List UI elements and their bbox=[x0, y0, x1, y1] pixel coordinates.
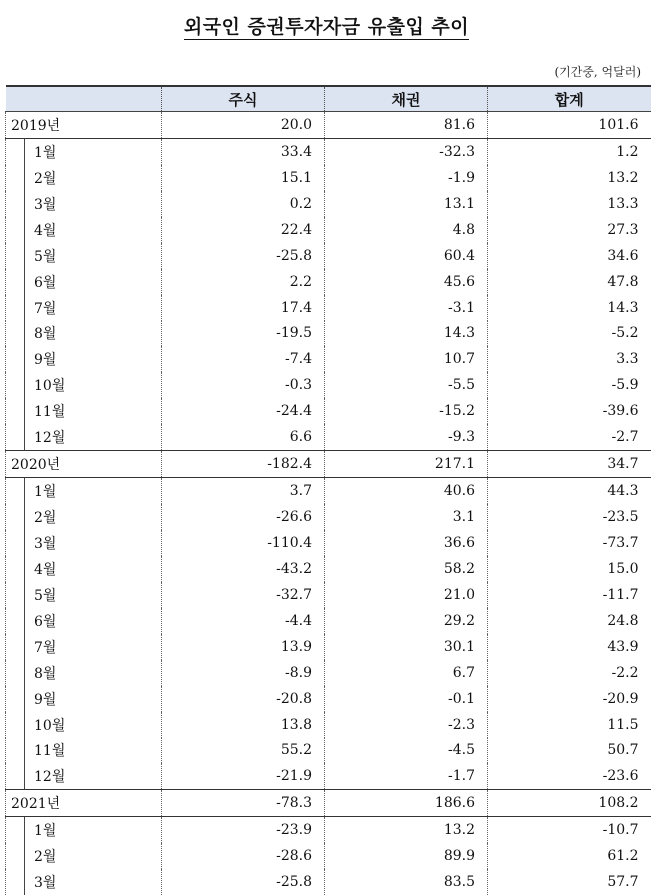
total-cell: -2.2 bbox=[488, 660, 651, 686]
month-row bbox=[6, 556, 651, 582]
stock-cell: -43.2 bbox=[162, 556, 325, 582]
header-bond: 채권 bbox=[325, 86, 488, 112]
row-label: 4월 bbox=[6, 556, 162, 582]
bond-cell: -3.1 bbox=[325, 295, 488, 321]
bond-cell: 29.2 bbox=[325, 608, 488, 634]
month-row bbox=[6, 346, 651, 372]
row-label: 10월 bbox=[6, 372, 162, 398]
month-row bbox=[6, 269, 651, 295]
row-label: 1월 bbox=[6, 817, 162, 843]
stock-cell: 20.0 bbox=[162, 112, 325, 139]
month-row bbox=[6, 660, 651, 686]
bond-cell: 13.1 bbox=[325, 191, 488, 217]
row-label: 3월 bbox=[6, 530, 162, 556]
month-row bbox=[6, 634, 651, 660]
stock-cell: -19.5 bbox=[162, 321, 325, 347]
row-label: 8월 bbox=[6, 660, 162, 686]
month-row bbox=[6, 686, 651, 712]
stock-cell: -23.9 bbox=[162, 817, 325, 843]
row-label: 2021년 bbox=[6, 790, 162, 817]
row-label: 2월 bbox=[6, 165, 162, 191]
total-cell: 47.8 bbox=[488, 269, 651, 295]
header-row bbox=[6, 86, 651, 112]
stock-cell: -21.9 bbox=[162, 763, 325, 789]
stock-cell: 13.8 bbox=[162, 712, 325, 738]
row-label: 1월 bbox=[6, 478, 162, 504]
bond-cell: 21.0 bbox=[325, 582, 488, 608]
month-row bbox=[6, 530, 651, 556]
stock-cell: -182.4 bbox=[162, 451, 325, 478]
row-label: 11월 bbox=[6, 398, 162, 424]
total-cell: -23.5 bbox=[488, 504, 651, 530]
stock-cell: 33.4 bbox=[162, 138, 325, 164]
month-row bbox=[6, 817, 651, 843]
bond-cell: 81.6 bbox=[325, 112, 488, 139]
month-row bbox=[6, 372, 651, 398]
bond-cell: -0.1 bbox=[325, 686, 488, 712]
row-label: 7월 bbox=[6, 634, 162, 660]
bond-cell: 10.7 bbox=[325, 346, 488, 372]
total-cell: 50.7 bbox=[488, 738, 651, 764]
bond-cell: -9.3 bbox=[325, 424, 488, 450]
stock-cell: -25.8 bbox=[162, 869, 325, 895]
total-cell: 1.2 bbox=[488, 138, 651, 164]
month-row bbox=[6, 478, 651, 504]
row-label: 6월 bbox=[6, 269, 162, 295]
month-row bbox=[6, 504, 651, 530]
total-cell: 13.2 bbox=[488, 165, 651, 191]
month-row bbox=[6, 138, 651, 164]
stock-cell: -26.6 bbox=[162, 504, 325, 530]
stock-cell: 3.7 bbox=[162, 478, 325, 504]
bond-cell: 4.8 bbox=[325, 217, 488, 243]
row-label: 5월 bbox=[6, 582, 162, 608]
total-cell: 57.7 bbox=[488, 869, 651, 895]
total-cell: 101.6 bbox=[488, 112, 651, 139]
stock-cell: -7.4 bbox=[162, 346, 325, 372]
header-stock: 주식 bbox=[162, 86, 325, 112]
year-row bbox=[6, 451, 651, 478]
bond-cell: 3.1 bbox=[325, 504, 488, 530]
bond-cell: 217.1 bbox=[325, 451, 488, 478]
month-row bbox=[6, 763, 651, 789]
bond-cell: 14.3 bbox=[325, 321, 488, 347]
bond-cell: 83.5 bbox=[325, 869, 488, 895]
row-label: 12월 bbox=[6, 424, 162, 450]
page-title bbox=[0, 12, 653, 39]
stock-cell: -110.4 bbox=[162, 530, 325, 556]
bond-cell: -32.3 bbox=[325, 138, 488, 164]
row-label: 2월 bbox=[6, 504, 162, 530]
bond-cell: 40.6 bbox=[325, 478, 488, 504]
month-row bbox=[6, 398, 651, 424]
unit-label: (기간중, 억달러) bbox=[554, 63, 641, 80]
stock-cell: -20.8 bbox=[162, 686, 325, 712]
stock-cell: -25.8 bbox=[162, 243, 325, 269]
month-row bbox=[6, 217, 651, 243]
year-row bbox=[6, 790, 651, 817]
table-body bbox=[6, 112, 651, 895]
total-cell: -39.6 bbox=[488, 398, 651, 424]
row-label: 12월 bbox=[6, 763, 162, 789]
month-row bbox=[6, 869, 651, 895]
total-cell: 3.3 bbox=[488, 346, 651, 372]
row-label: 2월 bbox=[6, 843, 162, 869]
total-cell: 24.8 bbox=[488, 608, 651, 634]
row-label: 4월 bbox=[6, 217, 162, 243]
total-cell: -5.9 bbox=[488, 372, 651, 398]
bond-cell: 58.2 bbox=[325, 556, 488, 582]
row-label: 6월 bbox=[6, 608, 162, 634]
row-label: 3월 bbox=[6, 869, 162, 895]
bond-cell: -4.5 bbox=[325, 738, 488, 764]
total-cell: 13.3 bbox=[488, 191, 651, 217]
row-label: 8월 bbox=[6, 321, 162, 347]
stock-cell: -24.4 bbox=[162, 398, 325, 424]
flow-table bbox=[5, 85, 651, 895]
stock-cell: 55.2 bbox=[162, 738, 325, 764]
total-cell: 34.7 bbox=[488, 451, 651, 478]
row-label: 7월 bbox=[6, 295, 162, 321]
total-cell: -11.7 bbox=[488, 582, 651, 608]
row-label: 2019년 bbox=[6, 112, 162, 139]
total-cell: -20.9 bbox=[488, 686, 651, 712]
stock-cell: -0.3 bbox=[162, 372, 325, 398]
total-cell: 43.9 bbox=[488, 634, 651, 660]
bond-cell: -2.3 bbox=[325, 712, 488, 738]
stock-cell: 2.2 bbox=[162, 269, 325, 295]
month-row bbox=[6, 243, 651, 269]
total-cell: 14.3 bbox=[488, 295, 651, 321]
row-label: 3월 bbox=[6, 191, 162, 217]
total-cell: 15.0 bbox=[488, 556, 651, 582]
bond-cell: -5.5 bbox=[325, 372, 488, 398]
row-label: 1월 bbox=[6, 138, 162, 164]
bond-cell: 13.2 bbox=[325, 817, 488, 843]
total-cell: 34.6 bbox=[488, 243, 651, 269]
header-period bbox=[6, 86, 162, 112]
total-cell: 44.3 bbox=[488, 478, 651, 504]
stock-cell: 17.4 bbox=[162, 295, 325, 321]
row-label: 5월 bbox=[6, 243, 162, 269]
month-row bbox=[6, 191, 651, 217]
year-row bbox=[6, 112, 651, 139]
row-label: 9월 bbox=[6, 686, 162, 712]
month-row bbox=[6, 608, 651, 634]
month-row bbox=[6, 712, 651, 738]
bond-cell: -1.9 bbox=[325, 165, 488, 191]
bond-cell: 6.7 bbox=[325, 660, 488, 686]
total-cell: 61.2 bbox=[488, 843, 651, 869]
row-label: 9월 bbox=[6, 346, 162, 372]
bond-cell: 45.6 bbox=[325, 269, 488, 295]
row-label: 10월 bbox=[6, 712, 162, 738]
total-cell: -5.2 bbox=[488, 321, 651, 347]
total-cell: -10.7 bbox=[488, 817, 651, 843]
row-label: 11월 bbox=[6, 738, 162, 764]
total-cell: 108.2 bbox=[488, 790, 651, 817]
bond-cell: 36.6 bbox=[325, 530, 488, 556]
bond-cell: 30.1 bbox=[325, 634, 488, 660]
month-row bbox=[6, 321, 651, 347]
stock-cell: 13.9 bbox=[162, 634, 325, 660]
stock-cell: -78.3 bbox=[162, 790, 325, 817]
bond-cell: 89.9 bbox=[325, 843, 488, 869]
stock-cell: -32.7 bbox=[162, 582, 325, 608]
row-label: 2020년 bbox=[6, 451, 162, 478]
month-row bbox=[6, 738, 651, 764]
stock-cell: -4.4 bbox=[162, 608, 325, 634]
month-row bbox=[6, 843, 651, 869]
stock-cell: 0.2 bbox=[162, 191, 325, 217]
total-cell: 11.5 bbox=[488, 712, 651, 738]
stock-cell: -28.6 bbox=[162, 843, 325, 869]
bond-cell: -15.2 bbox=[325, 398, 488, 424]
stock-cell: 6.6 bbox=[162, 424, 325, 450]
month-row bbox=[6, 165, 651, 191]
stock-cell: -8.9 bbox=[162, 660, 325, 686]
total-cell: -2.7 bbox=[488, 424, 651, 450]
bond-cell: -1.7 bbox=[325, 763, 488, 789]
title-text: 외국인 증권투자자금 유출입 추이 bbox=[184, 16, 469, 40]
total-cell: -73.7 bbox=[488, 530, 651, 556]
month-row bbox=[6, 424, 651, 450]
header-total: 합계 bbox=[488, 86, 651, 112]
bond-cell: 186.6 bbox=[325, 790, 488, 817]
bond-cell: 60.4 bbox=[325, 243, 488, 269]
stock-cell: 22.4 bbox=[162, 217, 325, 243]
stock-cell: 15.1 bbox=[162, 165, 325, 191]
total-cell: 27.3 bbox=[488, 217, 651, 243]
month-row bbox=[6, 582, 651, 608]
month-row bbox=[6, 295, 651, 321]
total-cell: -23.6 bbox=[488, 763, 651, 789]
